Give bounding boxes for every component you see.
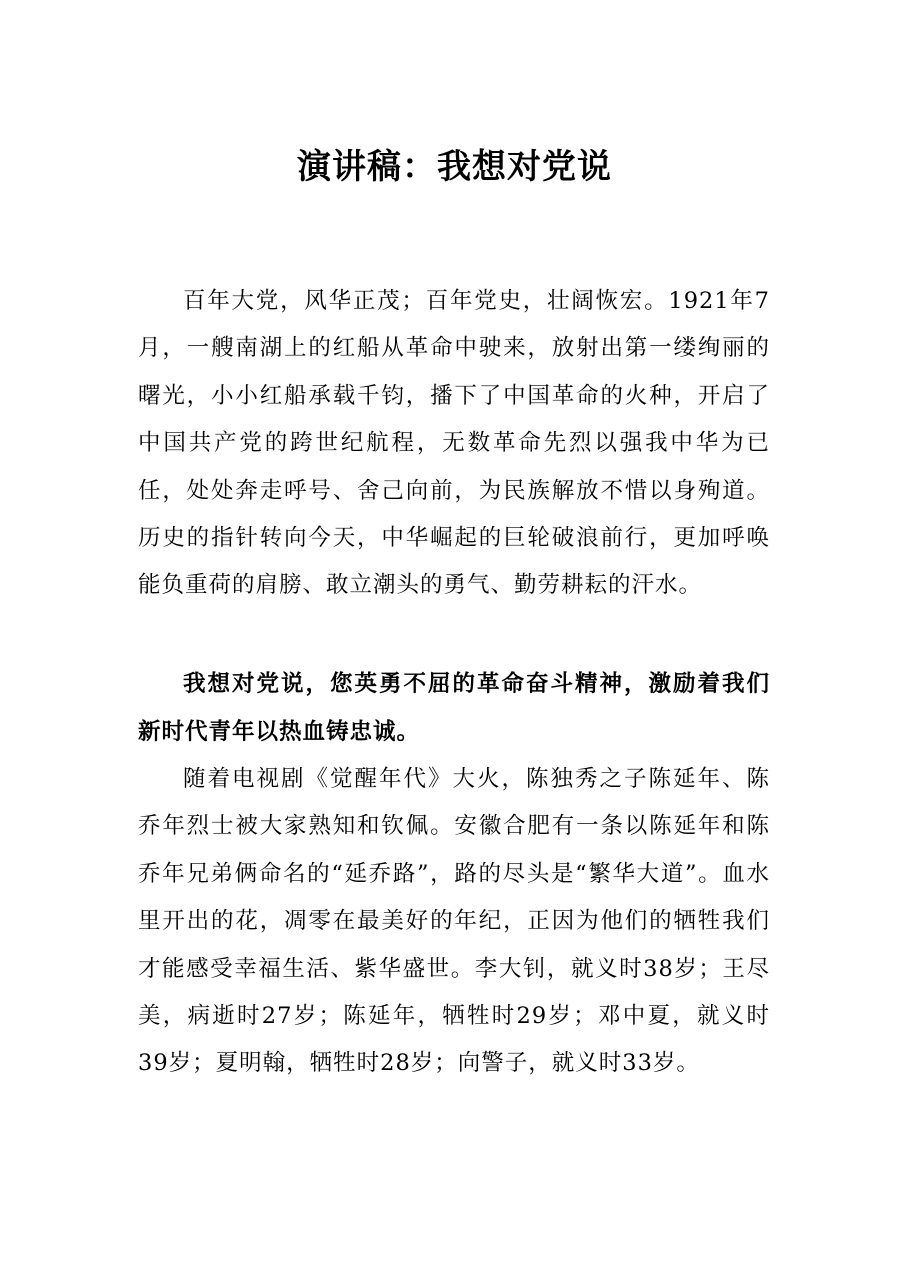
- paragraph-bold-statement: 我想对党说，您英勇不屈的革命奋斗精神，激励着我们新时代青年以热血铸忠诚。: [138, 671, 770, 745]
- paragraph-intro: 百年大党，风华正茂；百年党史，壮阔恢宏。1921年7月，一艘南湖上的红船从革命中驶来，放射出第一缕绚丽的曙光，小小红船承载千钧，播下了中国革命的火种，开启了中国共产党的跨世纪航程，无数革命先烈以强我中华为已任，处处奔走呼号、舍己向前，为民族解放不惜以身殉道。历史的指针转向今天，中华崛起的巨轮破浪前行，更加呼唤能负重荷的肩膀、敢立潮头的勇气、勤劳耕耘的汗水。: [138, 288, 770, 599]
- paragraph-martyrs: 随着电视剧《觉醒年代》大火，陈独秀之子陈延年、陈乔年烈士被大家熟知和钦佩。安徽合肥有一条以陈延年和陈乔年兄弟俩命名的“延乔路”，路的尽头是“繁华大道”。血水里开出的花，凋零在最美好的年纪，正因为他们的牺牲我们才能感受幸福生活、紫华盛世。李大钊，就义时38岁；王尽美，病逝时27岁；陈延年，牺牲时29岁；邓中夏，就义时39岁；夏明翰，牺牲时28岁；向警子，就义时33岁。: [138, 766, 770, 1077]
- document-title: 演讲稿：我想对党说: [297, 147, 612, 187]
